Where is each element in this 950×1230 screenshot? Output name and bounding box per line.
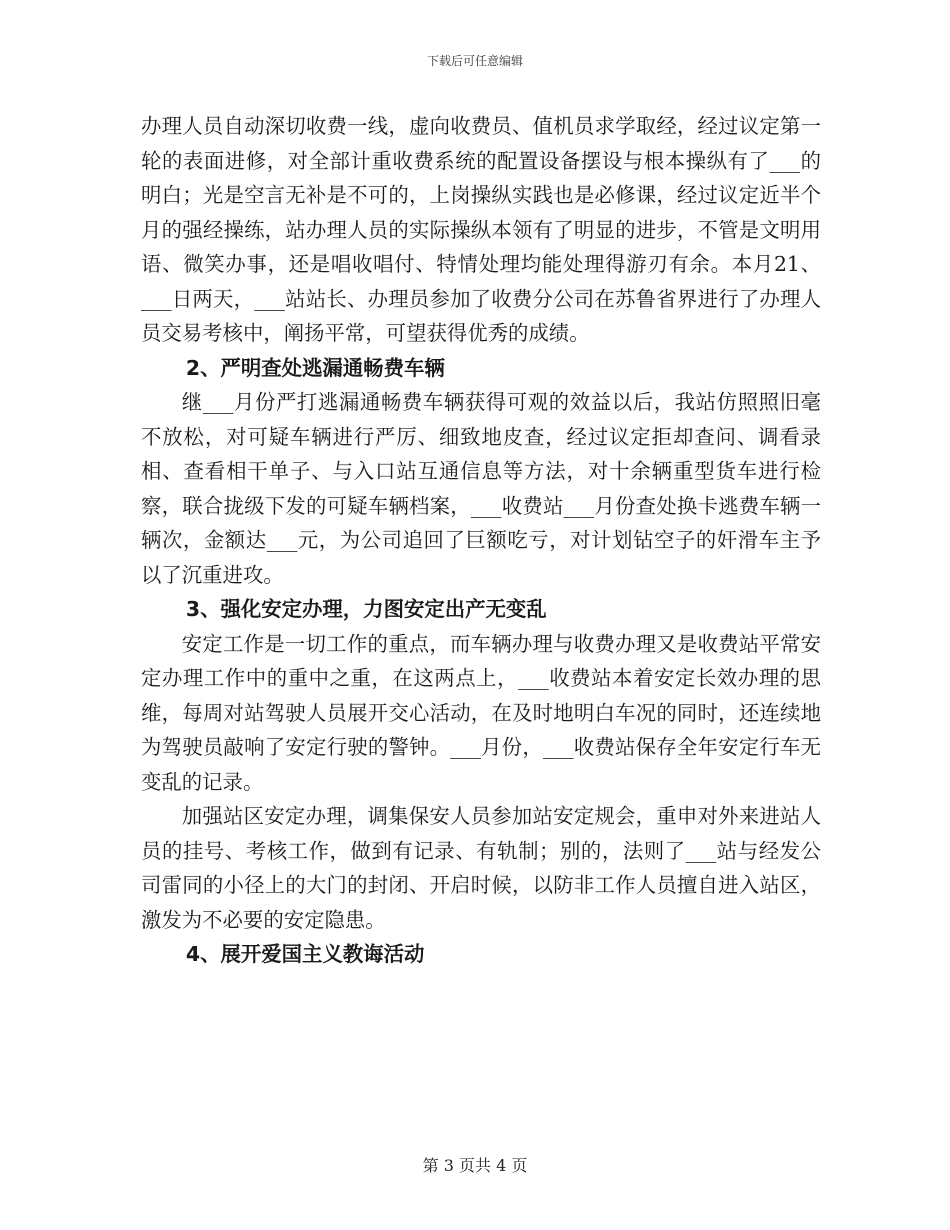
section-heading-toll-evasion: 2、严明查处逃漏通畅费车辆 — [185, 355, 445, 380]
paragraph-staff-training: 办理人员自动深切收费一线，虚向收费员、值机员求学取经，经过议定第一轮的表面进修，对全部计重收费系统的配置设备摆设与根本操纵有了___的明白；光是空言无补是不可的，上岗操纵实践也是必修课，经过议定近半个月的强经操练，站办理人员的实际操纵本领有了明显的进步，不管是文明用语、微笑办事，还是唱收唱付、特情处理均能处理得游刃有余。本月21、___日两天，___站站长、办理员参加了收费分公司在苏鲁省界进行了办理人员交易考核中，阐扬平常，可望获得优秀的成绩。 — [141, 114, 821, 345]
paragraph-station-security: 加强站区安定办理，调集保安人员参加站安定规会，重申对外来进站人员的挂号、考核工作，做到有记录、有轨制；别的，法则了___站与经发公司雷同的小径上的大门的封闭、开启时候，以防非工作人员擅自进入站区，激发为不必要的安定隐患。 — [141, 804, 821, 932]
paragraph-toll-evasion: 继___月份严打逃漏通畅费车辆获得可观的效益以后，我站仿照照旧毫不放松，对可疑车辆进行严厉、细致地皮查，经过议定拒却查问、调看录相、查看相干单子、与入口站互通信息等方法，对十余辆重型货车进行检察，联合拢级下发的可疑车辆档案，___收费站___月份查处换卡逃费车辆一辆次，金额达___元，为公司追回了巨额吃亏，对计划钻空子的奸滑车主予以了沉重进攻。 — [141, 390, 821, 587]
paragraph-safety-work: 安定工作是一切工作的重点，而车辆办理与收费办理又是收费站平常安定办理工作中的重中之重，在这两点上，___收费站本着安定长效办理的思维，每周对站驾驶人员展开交心活动，在及时地明白车况的同时，还连续地为驾驶员敲响了安定行驶的警钟。___月份，___收费站保存全年安定行车无变乱的记录。 — [141, 631, 821, 794]
page-number: 第 3 页共 4 页 — [422, 1156, 528, 1175]
section-heading-patriotic-education: 4、展开爱国主义教诲活动 — [185, 942, 425, 966]
document-body — [141, 109, 821, 972]
page-header: 下载后可任意编辑 — [426, 54, 523, 68]
section-heading-safety: 3、强化安定办理，力图安定出产无变乱 — [185, 597, 547, 621]
